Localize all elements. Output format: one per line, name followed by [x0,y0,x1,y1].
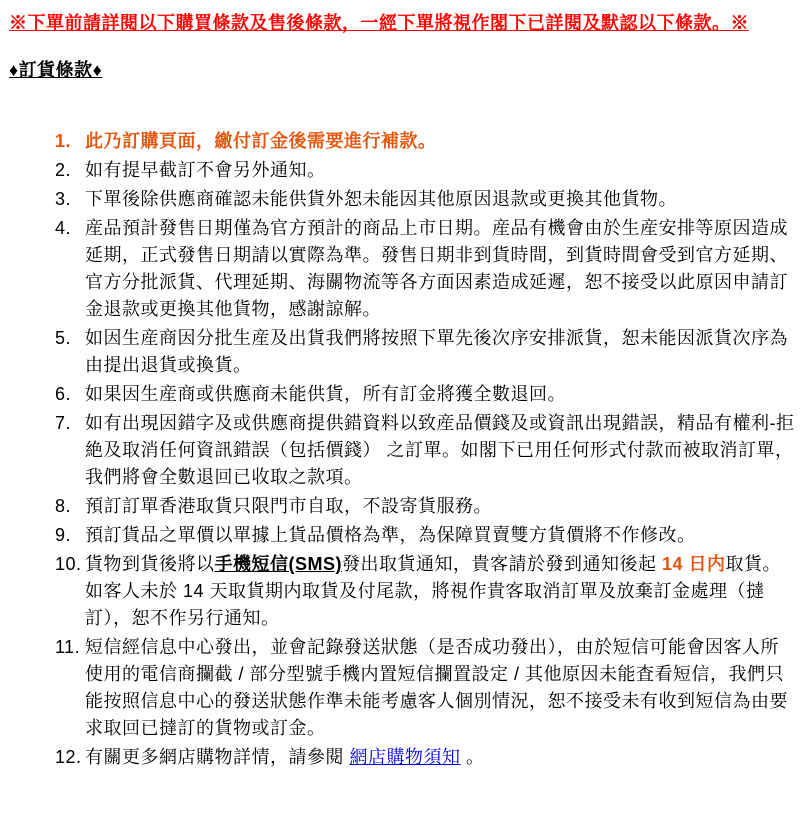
term-segment: 貨物到貨後將以 [85,554,215,574]
purchase-notice-banner: ※下單前請詳閱以下購買條款及售後條款，一經下單將視作閣下已詳閱及默認以下條款。※ [9,13,749,33]
term-item [55,157,800,184]
term-item [55,744,800,771]
term-segment: 14 日内 [662,554,726,574]
term-item [55,551,800,632]
term-number: 11. [55,637,81,657]
term-item [55,634,800,742]
term-number: 10. [55,554,82,574]
shop-guide-link[interactable]: 網店購物須知 [349,747,461,767]
term-item [55,186,800,213]
term-number: 1. [55,131,72,151]
term-number: 2. [55,160,72,180]
term-segment: 如有出現因錯字及或供應商提供錯資料以致産品價錢及或資訊出現錯誤，精品有權利-拒絶及取消任何資訊錯誤（包括價錢） 之訂單。如閣下已用任何形式付款而被取消訂單，我們將會全數退回已收取之款項。 [85,413,795,487]
term-number: 3. [55,189,72,209]
term-segment: 如因生産商因分批生産及出貨我們將按照下單先後次序安排派貨，恕未能因派貨次序為由提出退貨或換貨。 [85,328,788,375]
term-text [85,551,797,632]
term-item [55,493,800,520]
term-text [85,634,797,742]
term-segment: 。 [460,747,485,767]
terms-page [0,10,809,822]
term-text [85,128,797,155]
term-number: 7. [55,413,72,433]
term-text [85,381,797,408]
term-item [55,325,800,379]
term-item [55,522,800,549]
term-segment: 如果因生産商或供應商未能供貨，所有訂金將獲全數退回。 [85,384,566,404]
term-text [85,186,797,213]
term-segment: 取貨。如客人未於 14 天取貨期内取貨及付尾款，將視作貴客取消訂單及放棄訂金處理（撻訂），恕不作另行通知。 [85,554,782,628]
term-text [85,493,797,520]
term-segment: 手機短信(SMS) [214,554,342,574]
term-text [85,410,797,491]
term-segment: 短信經信息中心發出，並會記錄發送狀態（是否成功發出），由於短信可能會因客人所使用的電信商攔截 / 部分型號手機内置短信攔置設定 / 其他原因未能査看短信，我們只能按照信息中心的發送狀態作準未能考慮客人個別情況，恕不接受未有收到短信為由要求取回已撻訂的貨物或訂金。 [85,637,788,738]
term-segment: 如有提早截訂不會另外通知。 [85,160,326,180]
term-segment: 預訂訂單香港取貨只限門市自取，不設寄貨服務。 [85,496,492,516]
term-text [85,215,797,323]
term-item [55,128,800,155]
term-segment: 此乃訂購頁面，繳付訂金後需要進行補款。 [85,131,437,151]
term-item [55,215,800,323]
term-segment: 預訂貨品之單價以單據上貨品價格為準，為保障買賣雙方貨價將不作修改。 [85,525,696,545]
term-segment: 産品預計發售日期僅為官方預計的商品上市日期。産品有機會由於生産安排等原因造成延期，正式發售日期請以實際為準。發售日期非到貨時間，到貨時間會受到官方延期、官方分批派貨、代理延期、海關物流等各方面因素造成延遲，恕不接受以此原因申請訂金退款或更換其他貨物，感謝諒解。 [85,218,788,319]
term-item [55,381,800,408]
term-number: 8. [55,496,72,516]
term-text [85,522,797,549]
term-segment: 有關更多網店購物詳情，請參閱 [85,747,350,767]
term-number: 12. [55,747,82,767]
section-title-order-terms: ♦訂貨條款♦ [9,60,103,80]
term-number: 6. [55,384,72,404]
term-number: 5. [55,328,72,348]
order-terms-list [55,128,800,771]
term-item [55,410,800,491]
term-segment: 下單後除供應商確認未能供貨外恕未能因其他原因退款或更換其他貨物。 [85,189,677,209]
term-text [85,157,797,184]
term-segment: 發出取貨通知，貴客請於發到通知後起 [342,554,662,574]
term-number: 4. [55,218,72,238]
term-text [85,325,797,379]
term-text [85,744,797,771]
term-number: 9. [55,525,72,545]
